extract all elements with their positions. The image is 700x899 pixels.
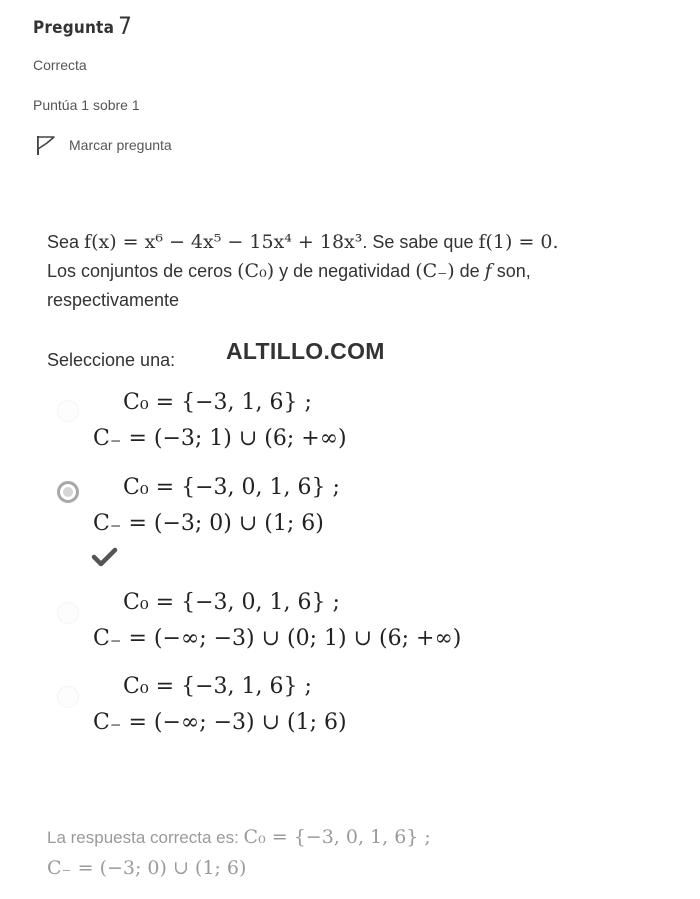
option-radio[interactable] (57, 400, 79, 422)
question-text-part: Sea (47, 232, 85, 252)
answer-option[interactable] (55, 390, 655, 465)
given-condition: f(1) = 0 (478, 231, 553, 253)
question-info (33, 12, 333, 156)
answer-option[interactable] (55, 475, 655, 575)
question-text-part: y de negatividad (274, 261, 416, 281)
question-line-2 (47, 257, 667, 286)
negativity-symbol: (C₋) (415, 260, 455, 282)
question-text-part: son, (491, 261, 531, 281)
option-zeros-set: C₀ = {−3, 1, 6} ; (123, 390, 312, 415)
question-text-part: Los conjuntos de ceros (47, 261, 238, 281)
flag-question-label: Marcar pregunta (69, 137, 172, 153)
question-line-1 (47, 228, 667, 257)
zeros-symbol: (C₀) (237, 260, 275, 282)
option-negativity-set: C₋ = (−∞; −3) ∪ (1; 6) (93, 710, 347, 735)
question-title (33, 12, 333, 42)
answer-option[interactable] (55, 674, 655, 749)
watermark: ALTILLO.COM (226, 338, 385, 364)
option-negativity-set: C₋ = (−∞; −3) ∪ (0; 1) ∪ (6; +∞) (93, 626, 462, 651)
correct-answer-feedback (47, 822, 667, 879)
question-state: Correcta (33, 57, 87, 73)
question-text (47, 228, 667, 315)
feedback-prefix: La respuesta correcta es: (47, 828, 244, 847)
check-icon (91, 547, 119, 567)
option-radio[interactable] (57, 481, 79, 503)
option-radio[interactable] (57, 686, 79, 708)
option-negativity-set: C₋ = (−3; 1) ∪ (6; +∞) (93, 426, 347, 451)
question-text-part: . (552, 231, 559, 253)
function-symbol: f (484, 260, 492, 282)
option-zeros-set: C₀ = {−3, 0, 1, 6} ; (123, 590, 340, 615)
option-zeros-set: C₀ = {−3, 1, 6} ; (123, 674, 312, 699)
flag-question-button[interactable] (33, 134, 333, 156)
feedback-line-1 (47, 822, 667, 853)
flag-icon (35, 134, 57, 156)
question-title-label: Pregunta (33, 18, 115, 38)
answer-option[interactable] (55, 590, 655, 665)
question-text-part: . Se sabe que (362, 232, 479, 252)
function-definition: f(x) = x⁶ − 4x⁵ − 15x⁴ + 18x³ (84, 231, 363, 253)
option-negativity-set: C₋ = (−3; 0) ∪ (1; 6) (93, 511, 324, 536)
question-text-part: de (454, 261, 485, 281)
select-one-label: Seleccione una: (47, 350, 176, 370)
feedback-negativity-set: C₋ = (−3; 0) ∪ (1; 6) (47, 857, 247, 879)
question-number: 7 (118, 12, 133, 40)
option-radio[interactable] (57, 602, 79, 624)
option-zeros-set: C₀ = {−3, 0, 1, 6} ; (123, 475, 340, 500)
feedback-zeros-set: C₀ = {−3, 0, 1, 6} ; (243, 826, 431, 848)
question-grade: Puntúa 1 sobre 1 (33, 97, 140, 113)
question-line-3: respectivamente (47, 290, 180, 310)
